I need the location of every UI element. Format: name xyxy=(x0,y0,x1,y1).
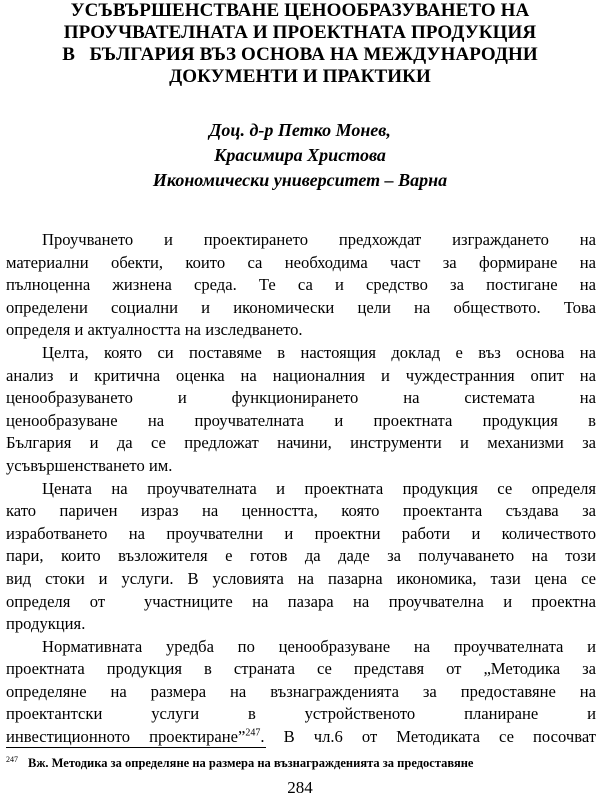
text-line: пари, които възложителя е готов да даде за получаването на този xyxy=(6,546,596,566)
text-segment: инвестиционното проектиране” xyxy=(6,727,246,747)
text-line: продукция. xyxy=(6,614,86,634)
paragraph xyxy=(6,636,596,749)
paragraph xyxy=(6,342,596,478)
text-line: инвестиционното проектиране”$^{247}$. В чл.6 от Методиката се посочват xyxy=(6,727,597,747)
text-segment: В чл.6 от Методиката се посочват xyxy=(283,727,597,747)
paragraph xyxy=(6,229,596,342)
paper-title xyxy=(6,0,594,88)
author-block xyxy=(60,118,540,193)
text-line: Целта, която си поставяме в настоящия доклад е въз основа на xyxy=(42,342,596,362)
text-line: вид стоки и услуги. В условията на пазарна икономика, тази цена се xyxy=(6,568,596,588)
text-line: Проучването и проектирането предхождат изграждането на xyxy=(42,230,596,249)
footnote-reference[interactable]: 247 xyxy=(245,727,261,739)
text-line: изработването на проучвателни и проектни работи и количеството xyxy=(6,523,596,543)
text-line: Нормативната уредба по ценообразуване на проучвателната и xyxy=(42,636,596,656)
author-line: Доц. д-р Петко Монев, xyxy=(209,120,391,140)
author-line: Красимира Христова xyxy=(214,145,386,165)
footnote xyxy=(6,752,594,771)
text-line: Цената на проучвателната и проектната продукция се определя xyxy=(42,478,596,498)
paragraph xyxy=(6,478,596,636)
page-number: 284 xyxy=(287,778,313,797)
text-line: ценообразуването и функционирането на системата на xyxy=(6,388,596,408)
body-text xyxy=(6,229,596,749)
text-line: усъвършенстването им. xyxy=(6,455,173,475)
text-line: анализ и критична оценка на националния и чуждестранния опит на xyxy=(6,365,596,385)
text-line: материални обекти, които са необходима част за формиране на xyxy=(6,252,596,272)
text-line: като паричен израз на ценността, която проектанта създава за xyxy=(6,501,596,521)
text-line: определя и актуалността на изследването. xyxy=(6,320,303,340)
text-line: определени социални и икономически цели на обществото. Това xyxy=(6,297,596,317)
title-line: В БЪЛГАРИЯ ВЪЗ ОСНОВА НА МЕЖДУНАРОДНИ xyxy=(62,44,538,65)
text-line: проектантски услуги в устройственото планиране и xyxy=(6,704,596,724)
footnote-divider xyxy=(6,747,266,748)
text-line: проектната продукция в страната се представя от „Методика за xyxy=(6,659,596,679)
text-line: пълноценна жизнена среда. Те са и средство за постигане на xyxy=(6,275,596,295)
affiliation-line: Икономически университет – Варна xyxy=(152,170,448,190)
text-line: определяне на размера на възнагражденията за предоставяне на xyxy=(6,681,596,701)
title-line: ДОКУМЕНТИ И ПРАКТИКИ xyxy=(169,66,431,87)
footnote-number: 247 xyxy=(6,755,18,764)
text-line: определя от участниците на пазара на проучвателна и проектна xyxy=(6,591,596,611)
title-line: ПРОУЧВАТЕЛНАТА И ПРОЕКТНАТА ПРОДУКЦИЯ xyxy=(63,22,537,43)
title-line: УСЪВЪРШЕНСТВАНЕ ЦЕНООБРАЗУВАНЕТО НА xyxy=(70,0,530,21)
text-line: България и да се предложат начини, инструменти и механизми за xyxy=(6,433,596,453)
text-line: ценообразуване на проучвателната и проектната продукция в xyxy=(6,410,596,430)
footnote-text: Вж. Методика за определяне на размера на възнагражденията за предоставяне xyxy=(28,756,474,771)
